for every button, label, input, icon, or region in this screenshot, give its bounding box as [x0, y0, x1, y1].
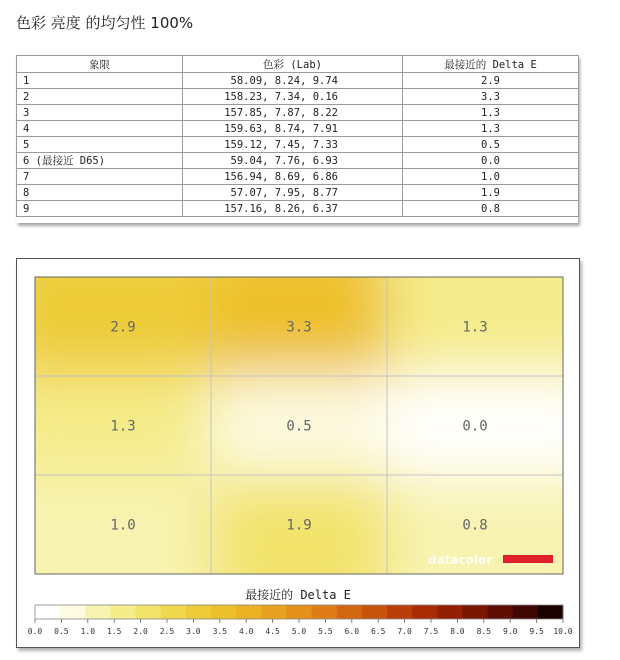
colorbar-swatch	[286, 605, 312, 619]
colorbar-swatch	[211, 605, 237, 619]
cell-value-label: 0.5	[286, 418, 312, 435]
table-row	[17, 153, 579, 169]
colorbar-tick-label: 8.5	[476, 627, 492, 636]
lab-color-cell: 157.16, 8.26, 6.37	[183, 201, 403, 217]
colorbar-tick-label: 3.0	[186, 627, 201, 636]
table-row	[17, 89, 579, 105]
delta-e-cell: 1.3	[403, 105, 579, 121]
table-row	[17, 137, 579, 153]
quadrant-cell: 6 (最接近 D65)	[17, 153, 183, 169]
colorbar-tick-label: 3.5	[212, 627, 228, 636]
quadrant-cell: 5	[17, 137, 183, 153]
colorbar-tick-label: 1.0	[80, 627, 96, 636]
cell-value-label: 1.0	[110, 517, 136, 534]
heatmap-cell	[17, 475, 211, 614]
colorbar-tick-label: 7.0	[397, 627, 412, 636]
colorbar-swatch	[136, 605, 162, 619]
colorbar-swatch	[85, 605, 111, 619]
cell-value-label: 3.3	[286, 319, 312, 336]
table-row	[17, 185, 579, 201]
colorbar-title: 最接近的 Delta E	[245, 588, 351, 602]
quadrant-cell: 7	[17, 169, 183, 185]
colorbar-swatch	[35, 605, 61, 619]
lab-color-cell: 157.85, 7.87, 8.22	[183, 105, 403, 121]
colorbar-tick-label: 7.5	[423, 627, 439, 636]
cell-value-label: 1.3	[462, 319, 488, 336]
delta-e-cell: 3.3	[403, 89, 579, 105]
delta-e-cell: 1.3	[403, 121, 579, 137]
colorbar-swatch	[337, 605, 363, 619]
lab-color-cell: 59.04, 7.76, 6.93	[183, 153, 403, 169]
colorbar-tick-label: 0.0	[27, 627, 43, 636]
colorbar-swatch	[412, 605, 438, 619]
cell-value-label: 1.3	[110, 418, 136, 435]
cell-value-label: 2.9	[110, 319, 136, 336]
lab-color-cell: 159.63, 8.74, 7.91	[183, 121, 403, 137]
colorbar-swatch	[312, 605, 338, 619]
colorbar-swatch	[513, 605, 539, 619]
heatmap-frame	[16, 258, 580, 648]
quadrant-cell: 4	[17, 121, 183, 137]
colorbar-tick-label: 10.0	[553, 627, 573, 636]
watermark-accent-bar	[503, 555, 553, 563]
colorbar-tick-label: 2.0	[133, 627, 148, 636]
lab-color-cell: 158.23, 7.34, 0.16	[183, 89, 403, 105]
lab-color-cell: 58.09, 8.24, 9.74	[183, 73, 403, 89]
cell-value-label: 0.8	[462, 517, 488, 534]
delta-e-cell: 2.9	[403, 73, 579, 89]
colorbar-swatch	[437, 605, 463, 619]
colorbar-tick-label: 5.0	[291, 627, 307, 636]
header-lab-color: 色彩 (Lab)	[183, 56, 403, 73]
header-quadrant: 象限	[17, 56, 183, 73]
colorbar-tick-label: 4.5	[265, 627, 280, 636]
watermark-logo: datacolor	[428, 553, 493, 567]
table-row	[17, 121, 579, 137]
table-row	[17, 105, 579, 121]
table-row	[17, 201, 579, 217]
quadrant-cell: 8	[17, 185, 183, 201]
colorbar-swatch	[161, 605, 187, 619]
quadrant-cell: 3	[17, 105, 183, 121]
delta-e-cell: 0.8	[403, 201, 579, 217]
heatmap-field	[17, 259, 579, 614]
colorbar-swatch	[110, 605, 136, 619]
page-title: 色彩 亮度 的均匀性 100%	[16, 14, 194, 32]
colorbar-tick-label: 0.5	[54, 627, 69, 636]
quadrant-table	[16, 55, 579, 217]
colorbar-swatch	[60, 605, 86, 619]
colorbar-tick-label: 6.5	[370, 627, 386, 636]
delta-e-heatmap	[17, 259, 579, 647]
colorbar-tick-label: 9.5	[529, 627, 544, 636]
colorbar-tick-label: 2.5	[159, 627, 175, 636]
delta-e-cell: 0.0	[403, 153, 579, 169]
delta-e-cell: 1.0	[403, 169, 579, 185]
quadrant-cell: 1	[17, 73, 183, 89]
table-header-row	[17, 56, 579, 73]
quadrant-cell: 2	[17, 89, 183, 105]
colorbar-tick-label: 1.5	[106, 627, 122, 636]
cell-value-label: 0.0	[462, 418, 488, 435]
quadrant-cell: 9	[17, 201, 183, 217]
heatmap-cell	[387, 475, 579, 614]
lab-color-cell: 57.07, 7.95, 8.77	[183, 185, 403, 201]
cell-value-label: 1.9	[286, 517, 312, 534]
colorbar-tick-label: 9.0	[502, 627, 518, 636]
colorbar-swatch	[261, 605, 287, 619]
colorbar-swatch	[236, 605, 262, 619]
header-delta-e: 最接近的 Delta E	[403, 56, 579, 73]
colorbar-swatch	[488, 605, 514, 619]
table-row	[17, 73, 579, 89]
colorbar-swatch	[186, 605, 212, 619]
lab-color-cell: 159.12, 7.45, 7.33	[183, 137, 403, 153]
colorbar-tick-label: 5.5	[318, 627, 333, 636]
colorbar-tick-label: 4.0	[238, 627, 254, 636]
colorbar-swatch	[362, 605, 388, 619]
delta-e-cell: 0.5	[403, 137, 579, 153]
quadrant-table-container	[16, 55, 578, 223]
colorbar-tick-label: 6.0	[344, 627, 360, 636]
lab-color-cell: 156.94, 8.69, 6.86	[183, 169, 403, 185]
colorbar-swatch	[387, 605, 413, 619]
colorbar-tick-label: 8.0	[450, 627, 465, 636]
table-row	[17, 169, 579, 185]
colorbar-swatch	[462, 605, 488, 619]
delta-e-cell: 1.9	[403, 185, 579, 201]
colorbar-swatch	[538, 605, 564, 619]
